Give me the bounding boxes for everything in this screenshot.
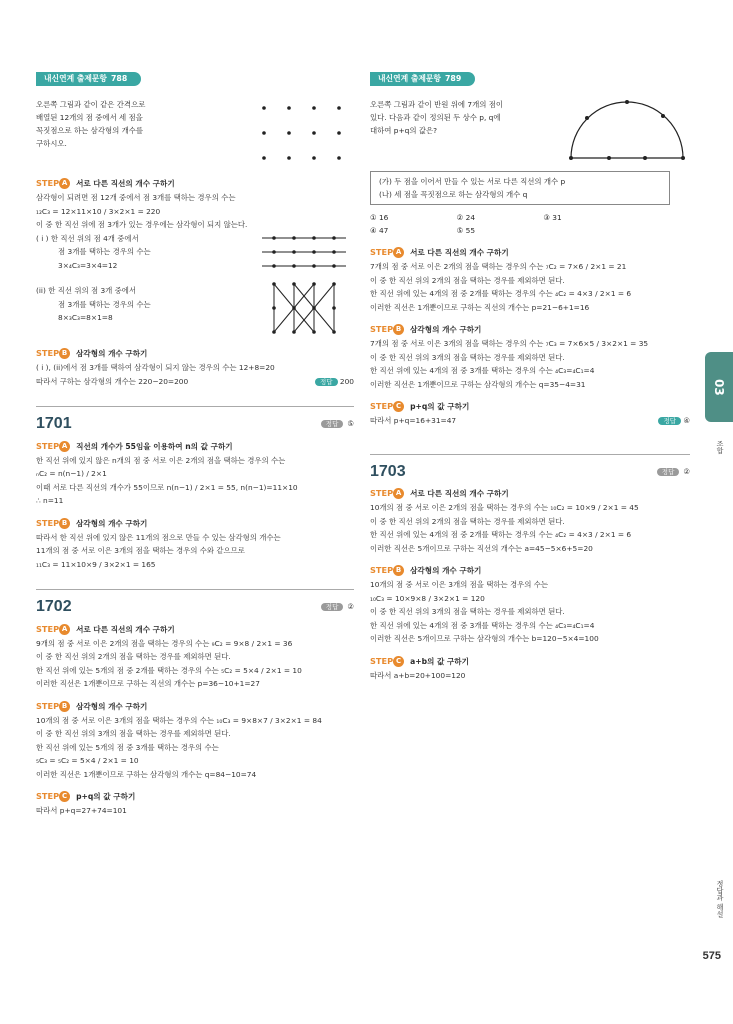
solution-line: 따라서 a+b=20+100=120 xyxy=(370,670,466,680)
problem-number: 1702 xyxy=(36,598,72,615)
vertical-diagonal-lines-figure xyxy=(254,278,354,338)
step-b-heading: STEP B 삼각형의 개수 구하기 xyxy=(36,348,148,358)
question-line: 있다. 다음과 같이 정의된 두 상수 p, q에 xyxy=(370,113,501,122)
tag-prefix: 내신연계 출제문항 xyxy=(378,74,441,83)
choice-3: ③ 31 xyxy=(543,213,562,222)
answer-badge: 정답 xyxy=(657,468,680,476)
answer-choices xyxy=(370,211,630,237)
problem-788-box xyxy=(36,72,354,168)
solution-line: ∴ n=11 xyxy=(36,496,64,505)
solution-line: 한 직선 위에 있는 5개의 점 중 2개를 택하는 경우의 수는 ₅C₂ = 5×4 / 2×1 = 10 xyxy=(36,665,302,675)
page-number: 575 xyxy=(702,950,721,962)
choice-1: ① 16 xyxy=(370,213,389,222)
tag-number: 788 xyxy=(110,74,128,83)
solution-line: 한 직선 위에 있는 5개의 점 중 3개를 택하는 경우의 수는 xyxy=(36,742,219,752)
conditions-box xyxy=(370,171,670,205)
semicircle-figure xyxy=(565,98,690,163)
question-line: 꼭짓점으로 하는 삼각형의 개수를 xyxy=(36,126,144,135)
problem-789-box xyxy=(370,72,690,237)
chapter-label: 조합 xyxy=(716,440,724,454)
solution-line: 한 직선 위에 있는 4개의 점 중 3개를 택하는 경우의 수는 ₄C₃=₄C₁=4 xyxy=(370,620,595,630)
solution-line: ₙC₂ = n(n−1) / 2×1 xyxy=(36,469,107,478)
problem-1702-header xyxy=(36,589,354,614)
step-b-heading: STEP B 삼각형의 개수 구하기 xyxy=(36,700,148,711)
case-line: 점 3개를 택하는 경우의 수는 xyxy=(58,299,151,309)
solution-line: 7개의 점 중 서로 이은 3개의 점을 택하는 경우의 수는 ₇C₃ = 7×6×5 / 3×2×1 = 35 xyxy=(370,339,649,348)
condition-line: (나) 세 점을 꼭짓점으로 하는 삼각형의 개수 q xyxy=(379,190,528,199)
condition-line: (가) 두 점을 이어서 만들 수 있는 서로 다른 직선의 개수 p xyxy=(379,177,566,186)
solution-line: 11개의 점 중 서로 이은 3개의 점을 택하는 경우의 수와 같으므로 xyxy=(36,546,245,555)
solution-line: 한 직선 위에 있지 않은 n개의 점 중 서로 이은 2개의 점을 택하는 경우의 수는 xyxy=(36,455,286,465)
answer-badge: 정답 xyxy=(658,417,681,425)
solution-line: 따라서 p+q=16+31=47 xyxy=(370,416,457,425)
case-line: 점 3개를 택하는 경우의 수는 xyxy=(58,247,151,256)
case-line: ( i ) 한 직선 위의 점 4개 중에서 xyxy=(36,233,139,243)
solution-line: 따라서 구하는 삼각형의 개수는 220−20=200 xyxy=(36,376,189,386)
problem-789-question xyxy=(370,98,545,163)
solution-line: 따라서 한 직선 위에 있지 않은 11개의 점으로 만들 수 있는 삼각형의 개수는 xyxy=(36,532,281,542)
solution-line: ₅C₃ = ₅C₂ = 5×4 / 2×1 = 10 xyxy=(36,756,139,765)
answer-badge: 정답 xyxy=(321,603,344,611)
solution-line: 이러한 직선은 1개뿐이므로 구하는 삼각형의 개수는 q=84−10=74 xyxy=(36,769,257,779)
problem-number: 1701 xyxy=(36,415,72,432)
solution-line: 이때 서로 다른 직선의 개수가 55이므로 n(n−1) / 2×1 = 55, n(n−1)=11×10 xyxy=(36,482,298,492)
solution-line: 9개의 점 중 서로 이은 2개의 점을 택하는 경우의 수는 ₉C₂ = 9×8 / 2×1 = 36 xyxy=(36,638,293,648)
chapter-tab: 03 xyxy=(705,352,733,422)
step-c-heading: STEP C p+q의 값 구하기 xyxy=(36,791,136,801)
left-column xyxy=(36,72,354,818)
step-b-heading: STEP B 삼각형의 개수 구하기 xyxy=(370,324,482,334)
case-line: 8×₃C₃=8×1=8 xyxy=(58,313,113,322)
answer-badge: 정답 xyxy=(321,420,344,428)
solution-line: 7개의 점 중 서로 이은 2개의 점을 택하는 경우의 수는 ₇C₂ = 7×6 / 2×1 = 21 xyxy=(370,262,627,271)
solution-line: ₁₂C₃ = 12×11×10 / 3×2×1 = 220 xyxy=(36,206,161,216)
tag-number: 789 xyxy=(444,74,462,83)
problem-number: 1703 xyxy=(370,462,406,480)
step-a-heading: STEP A 서로 다른 직선의 개수 구하기 xyxy=(36,178,175,188)
solution-line: ₁₀C₃ = 10×9×8 / 3×2×1 = 120 xyxy=(370,593,485,603)
solution-line: 이러한 직선은 1개뿐이므로 구하는 삼각형의 개수는 q=35−4=31 xyxy=(370,379,586,389)
solution-line: 이 중 한 직선 위의 3개의 점을 택하는 경우를 제외하면 된다. xyxy=(36,729,231,738)
choice-5: ⑤ 55 xyxy=(456,226,476,235)
solution-line: 이 중 한 직선 위의 2개의 점을 택하는 경우를 제외하면 된다. xyxy=(36,652,231,661)
solution-line: 이러한 직선은 5개이므로 구하는 삼각형의 개수는 b=120−5×4=100 xyxy=(370,634,599,643)
footer-label: 정답과 해설 xyxy=(716,880,724,918)
problem-789-tag xyxy=(370,72,475,86)
horizontal-lines-figure xyxy=(254,232,354,272)
solution-line: ( i ), (ii)에서 점 3개를 택하여 삼각형이 되지 않는 경우의 수는 12+8=20 xyxy=(36,363,275,372)
solution-line: ₁₁C₃ = 11×10×9 / 3×2×1 = 165 xyxy=(36,559,156,569)
solution-line: 이러한 직선은 5개이므로 구하는 직선의 개수는 a=45−5×6+5=20 xyxy=(370,543,593,553)
question-line: 오른쪽 그림과 같이 같은 간격으로 xyxy=(36,100,146,109)
solution-line: 이 중 한 직선 위의 3개의 점을 택하는 경우를 제외하면 된다. xyxy=(370,607,565,616)
question-line: 배열된 12개의 점 중에서 세 점을 xyxy=(36,113,143,122)
solution-line: 이 중 한 직선 위의 2개의 점을 택하는 경우를 제외하면 된다. xyxy=(370,275,565,285)
answer-value: 200 xyxy=(339,376,354,386)
choice-4: ④ 47 xyxy=(370,226,389,235)
question-line: 오른쪽 그림과 같이 반원 위에 7개의 점이 xyxy=(370,100,504,109)
answer-value: ② xyxy=(683,466,690,476)
problem-788-question xyxy=(36,98,196,168)
answer-value: ④ xyxy=(683,416,690,425)
solution-line: 이 중 한 직선 위의 2개의 점을 택하는 경우를 제외하면 된다. xyxy=(370,516,565,526)
solution-line: 이 중 한 직선 위에 점 3개가 있는 경우에는 삼각형이 되지 않는다. xyxy=(36,220,248,229)
question-line: 구하시오. xyxy=(36,139,67,148)
step-a-heading: STEP A 서로 다른 직선의 개수 구하기 xyxy=(370,488,509,498)
step-c-heading: STEP C p+q의 값 구하기 xyxy=(370,401,470,411)
dot-grid-figure xyxy=(244,98,354,168)
solution-line: 한 직선 위에 있는 4개의 점 중 2개를 택하는 경우의 수는 ₄C₂ = 4×3 / 2×1 = 6 xyxy=(370,530,632,539)
step-a-heading: STEP A 서로 다른 직선의 개수 구하기 xyxy=(370,247,509,257)
case-line: (ii) 한 직선 위의 점 3개 중에서 xyxy=(36,286,137,295)
step-a-heading: STEP A 서로 다른 직선의 개수 구하기 xyxy=(36,623,175,634)
solution-line: 이러한 직선은 1개뿐이므로 구하는 직선의 개수는 p=36−10+1=27 xyxy=(36,679,260,688)
step-b-heading: STEP B 삼각형의 개수 구하기 xyxy=(36,517,148,528)
step-c-heading: STEP C a+b의 값 구하기 xyxy=(370,655,469,666)
question-line: 대하여 p+q의 값은? xyxy=(370,126,438,135)
problem-1703-header xyxy=(370,454,690,479)
solution-line: 10개의 점 중 서로 이은 3개의 점을 택하는 경우의 수는 xyxy=(370,580,549,589)
solution-line: 이 중 한 직선 위의 3개의 점을 택하는 경우를 제외하면 된다. xyxy=(370,352,565,362)
solution-line: 한 직선 위에 있는 4개의 점 중 2개를 택하는 경우의 수는 ₄C₂ = 4×3 / 2×1 = 6 xyxy=(370,289,632,298)
step-b-heading: STEP B 삼각형의 개수 구하기 xyxy=(370,565,482,575)
problem-1701-header xyxy=(36,406,354,431)
problem-788-tag xyxy=(36,72,141,86)
solution-line: 10개의 점 중 서로 이은 3개의 점을 택하는 경우의 수는 ₁₀C₃ = 9×8×7 / 3×2×1 = 84 xyxy=(36,715,322,725)
answer-badge: 정답 xyxy=(315,378,338,386)
step-a-heading: STEP A 직선의 개수가 55임을 이용하여 n의 값 구하기 xyxy=(36,440,233,451)
solution-line: 10개의 점 중 서로 이은 2개의 점을 택하는 경우의 수는 ₁₀C₂ = 10×9 / 2×1 = 45 xyxy=(370,503,639,512)
solution-line: 따라서 p+q=27+74=101 xyxy=(36,806,127,815)
solution-line: 삼각형이 되려면 점 12개 중에서 점 3개를 택하는 경우의 수는 xyxy=(36,193,236,202)
tag-prefix: 내신연계 출제문항 xyxy=(44,74,107,83)
solution-line: 한 직선 위에 있는 4개의 점 중 3개를 택하는 경우의 수는 ₄C₃=₄C₁=4 xyxy=(370,366,595,375)
choice-2: ② 24 xyxy=(456,213,476,222)
answer-value: ⑤ xyxy=(347,419,354,428)
right-column xyxy=(370,72,690,682)
answer-value: ② xyxy=(347,602,354,611)
solution-line: 이러한 직선은 1개뿐이므로 구하는 직선의 개수는 p=21−6+1=16 xyxy=(370,302,590,312)
case-line: 3×₄C₃=3×4=12 xyxy=(58,260,118,270)
